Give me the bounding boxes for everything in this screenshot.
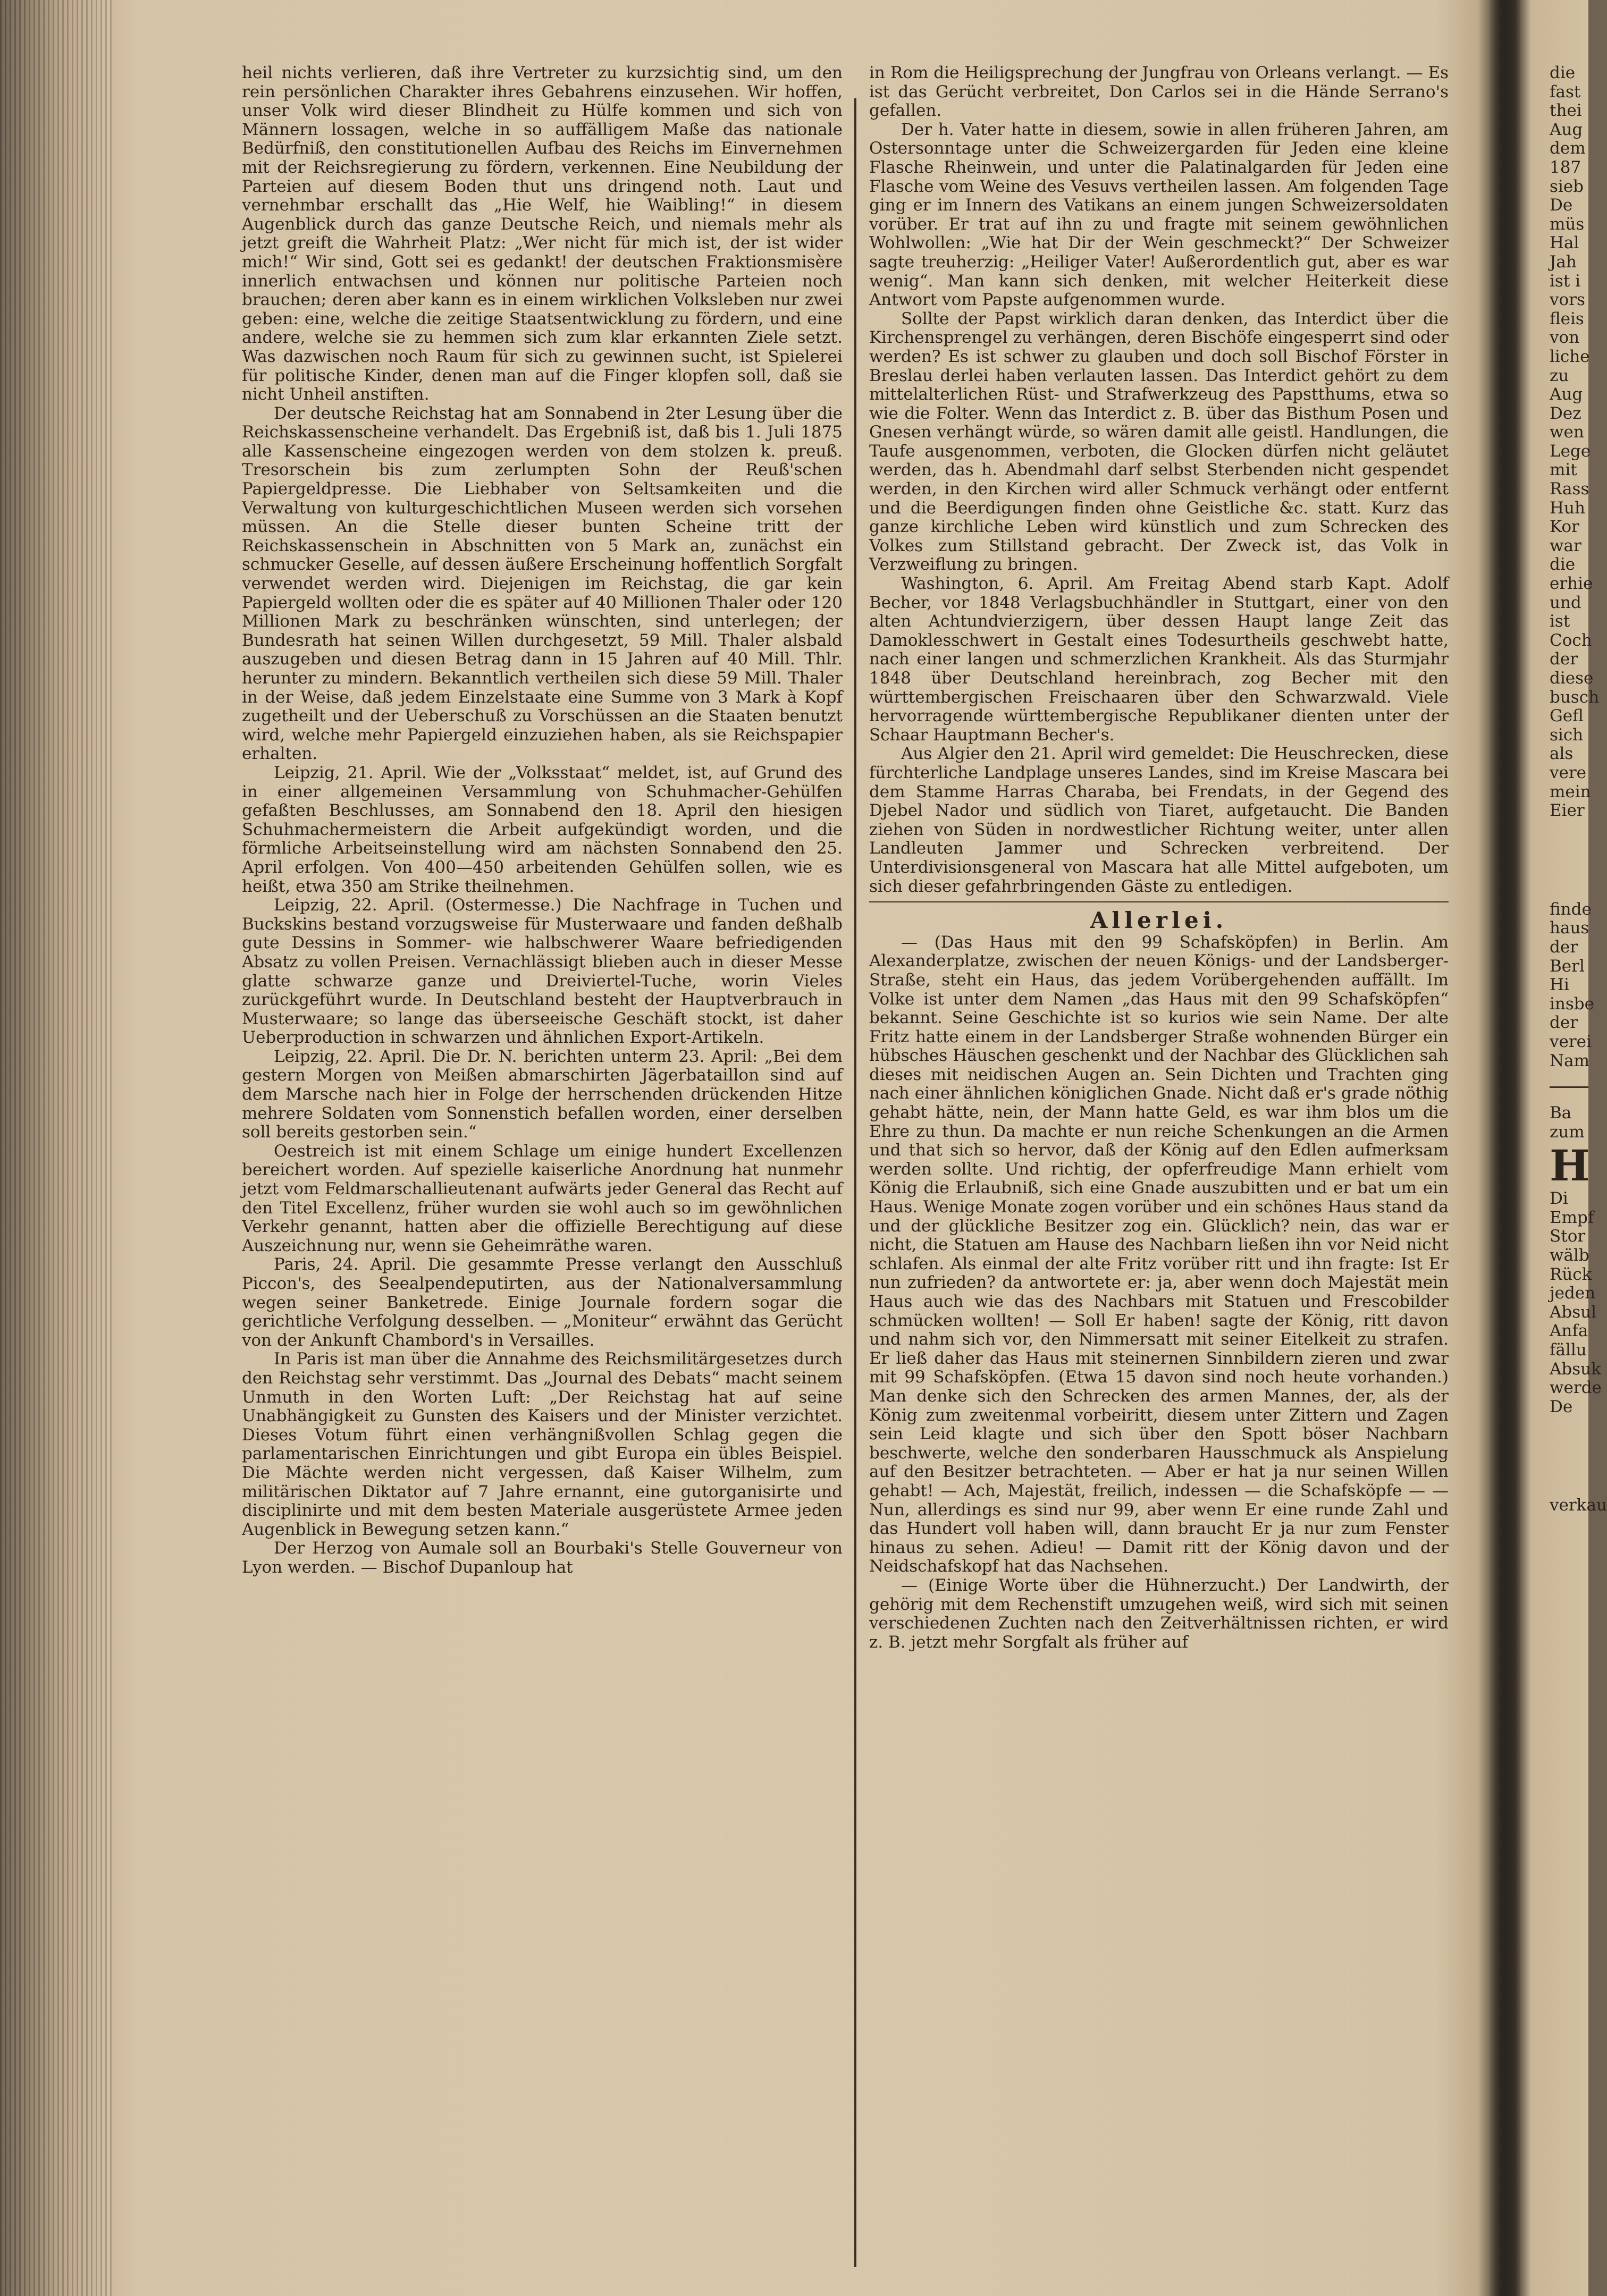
article-paragraph: Der deutsche Reichstag hat am Sonnabend in 2ter Lesung über die Reichskassenscheine verhandelt. Das Ergebniß ist, daß bis 1. Juli 1875 alle Kassenscheine eingezogen werden von dem stolzen k. preuß. Tresorschein bis zum zerlumpten Sohn der Reuß'schen Papiergeldpresse. Die Liebhaber von Seltsamkeiten und die Verwaltung von kulturgeschichtlichen Museen werden sich vorsehen müssen. An die Stelle dieser bunten Scheine tritt der Reichskassenschein in Abschnitten von 5 Mark an, zunächst ein schmucker Geselle, auf dessen äußere Erscheinung hoffentlich Sorgfalt verwendet werden wird. Diejenigen im Reichstag, die gar kein Papiergeld wollten oder die es später auf 40 Millionen Thaler oder 120 Millionen Mark zu beschränken wünschten, sind unterlegen; der Bundesrath hat seinen Willen durchgesetzt, 59 Mill. Thaler alsbald auszugeben und diesen Betrag dann in 15 Jahren auf 40 Mill. Thlr. herunter zu mindern. Bekanntlich vertheilen sich diese 59 Mill. Thaler in der Weise, daß jedem Einzelstaate eine Summe von 3 Mark à Kopf zugetheilt und der Ueberschuß zu Vorschüssen an die Staaten benutzt wird, welche mehr Papiergeld einzuziehen haben, als sie Reichspapier erhalten. [242,403,843,764]
fragment-line: liche [1550,347,1590,366]
article-paragraph: In Paris ist man über die Annahme des Reichsmilitärgesetzes durch den Reichstag sehr verstimmt. Das „Journal des Debats“ macht seinem Unmuth in den Worten Luft: „Der Reichstag hat auf seine Unabhängigkeit zu Gunsten des Kaisers und der Minister verzichtet. Dieses Votum führt einen verhängnißvollen Schlag gegen die parlamentarischen Einrichtungen und gibt Europa ein übles Beispiel. Die Mächte werden nicht vergessen, daß Kaiser Wilhelm, zum militärischen Diktator auf 7 Jahre ernannt, eine gutorganisirte und disciplinirte und mit dem besten Materiale ausgerüstete Armee jeden Augenblick in Bewegung setzen kann.“ [242,1349,843,1539]
fragment-line: war [1550,536,1581,555]
fragment-line: dem [1550,139,1586,158]
book-gutter [1478,0,1520,2296]
fragment-line: zum [1550,1122,1585,1142]
article-paragraph: heil nichts verlieren, daß ihre Vertreter zu kurzsichtig sind, um den rein persönlichen Charakter ihres Gebahrens einzusehen. Wir hoffen, unser Volk wird dieser Blindheit zu Hülfe kommen und sich von Männern lossagen, welche in so auffälligem Maße das nationale Bedürfniß, den constitutionellen Aufbau des Reichs im Einvernehmen mit der Reichsregierung zu fördern, verkennen. Eine Neubildung der Parteien auf diesem Boden thut uns dringend noth. Laut und vernehmbar erschallt das „Hie Welf, hie Waibling!“ in diesem Augenblick durch das ganze Deutsche Reich, und niemals mehr als jetzt greift die Wahrheit Platz: „Wer nicht für mich ist, der ist wider mich!“ Wir sind, Gott sei es gedankt! der deutschen Fraktionsmisère innerlich entwachsen und können nur politische Parteien noch brauchen; deren aber kann es in einem wirklichen Volksleben nur zwei geben: eine, welche die zeitige Staatsentwicklung zu fördern, und eine andere, welche sie zu hemmen sich zum klar erkannten Ziele setzt. Was dazwischen noch Raum für sich zu gewinnen sucht, ist Spielerei für politische Kinder, denen man auf die Finger klopfen soll, daß sie nicht Unheil anstiften. [242,63,843,404]
fragment-line: Dez [1550,403,1581,423]
fragment-line: ist i [1550,271,1581,291]
fragment-line: Aug [1550,120,1583,139]
fragment-line: Nam [1550,1051,1590,1070]
article-paragraph: Leipzig, 22. April. (Ostermesse.) Die Nachfrage in Tuchen und Buckskins bestand vorzugsweise für Musterwaare und fanden deßhalb gute Dessins in Sommer- wie halbschwerer Waare befriedigenden Absatz zu vollen Preisen. Vernachlässigt blieben auch in dieser Messe glatte schwarze ganze und Dreiviertel-Tuche, worin Vieles zurückgeführt wurde. In Deutschland besteht der Hauptverbrauch in Musterwaare; so lange das überseeische Geschäft stockt, ist daher Ueberproduction in schwarzen und ähnlichen Export-Artikeln. [242,896,843,1048]
fragment-line: der [1550,649,1578,669]
fragment-line: vere [1550,763,1587,782]
fragment-line: wälb [1550,1246,1589,1265]
article-paragraph: in Rom die Heiligsprechung der Jungfrau von Orleans verlangt. — Es ist das Gerücht verbreitet, Don Carlos sei in die Hände Serrano's gefallen. [869,63,1449,121]
fragment-line: verei [1550,1032,1592,1051]
fragment-line: De [1550,196,1573,215]
fragment-group-lower [1550,1104,1588,1142]
fragment-line: sieb [1550,176,1584,196]
fragment-line: die [1550,555,1576,575]
section-rule [869,901,1449,902]
fragment-line: diese [1550,669,1594,688]
article-paragraph: Sollte der Papst wirklich daran denken, das Interdict über die Kirchensprengel zu verhängen, deren Bischöfe eingesperrt sind oder werden? Es ist schwer zu glauben und doch soll Bischof Förster in Breslau derlei haben verlauten lassen. Das Interdict gehört zu dem mittelalterlichen Rüst- und Strafwerkzeug des Papstthums, etwa so wie die Folter. Wenn das Interdict z. B. über das Bisthum Posen und Gnesen verhängt würde, so wären damit alle geistl. Handlungen, die Taufe ausgenommen, verboten, die Glocken dürfen nicht geläutet werden, das h. Abendmahl darf selbst Sterbenden nicht gespendet werden, in den Kirchen wird aller Schmuck verhängt oder entfernt und die Beerdigungen finden ohne Geistliche &c. statt. Kurz das ganze kirchliche Leben wird künstlich und zum Schrecken des Volkes zum Stillstand gebracht. Der Zweck ist, das Volk in Verzweiflung zu bringen. [869,309,1449,575]
fragment-line: 187 [1550,157,1581,177]
article-paragraph: Washington, 6. April. Am Freitag Abend starb Kapt. Adolf Becher, vor 1848 Verlagsbuchhändler in Stuttgart, einer von den alten Achtundvierzigern, über dessen Haupt lange Zeit das Damoklesschwert in Gestalt eines Todesurtheils geschwebt hatte, nach einer langen und schmerzlichen Krankheit. Als das Sturmjahr 1848 über Deutschland hereinbrach, zog Becher mit den württembergischen Freischaaren über den Schwarzwald. Viele hervorragende württembergische Republikaner dienten unter der Schaar Hauptmann Becher's. [869,574,1449,745]
article-paragraph: Leipzig, 21. April. Wie der „Volksstaat“ meldet, ist, auf Grund des in einer allgemeinen Versammlung von Schuhmacher-Gehülfen gefaßten Beschlusses, am Sonnabend den 18. April den hiesigen Schuhmachermeistern die Arbeit aufgekündigt worden, und die förmliche Arbeitseinstellung wird am nächsten Sonnabend den 25. April erfolgen. Von 400—450 arbeitenden Gehülfen sollen, wie es heißt, etwa 350 am Strike theilnehmen. [242,763,843,896]
fragment-line: und [1550,593,1581,612]
fragment-line: jeden [1550,1284,1596,1303]
fragment-line: der [1550,937,1578,957]
fragment-line: die [1550,63,1576,82]
fragment-line: müs [1550,214,1585,234]
fragment-line: thei [1550,101,1582,121]
column-rule [854,98,856,2267]
fragment-line: Hi [1550,975,1569,995]
fragment-line: sich [1550,725,1584,745]
fragment-line: wen [1550,423,1584,442]
fragment-line: vors [1550,290,1585,310]
right-page-fragment [1550,63,1607,2275]
fragment-group-bottom [1550,1189,1602,1416]
fragment-line: werde [1550,1378,1602,1398]
fragment-line: Eier [1550,801,1585,821]
fragment-line: Di [1550,1189,1568,1209]
fragment-line: Ba [1550,1103,1572,1123]
article-paragraph: — (Einige Worte über die Hühnerzucht.) Der Landwirth, der gehörig mit dem Rechenstift umzugehen weiß, wird sich mit seinen verschiedenen Zuchten nach den Zeitverhältnissen richten, er wird z. B. jetzt mehr Sorgfalt als früher auf [869,1575,1449,1652]
fragment-line: der [1550,1013,1578,1033]
fragment-heading-letter: H [1550,1141,1590,1191]
fragment-group-middle [1550,899,1594,1070]
left-column [242,64,843,2275]
fragment-line: Stor [1550,1227,1586,1246]
fragment-line: fast [1550,82,1581,102]
fragment-line: mit [1550,460,1577,480]
fragment-line: Huh [1550,498,1585,518]
section-heading: Allerlei. [1090,907,1228,934]
fragment-line: finde [1550,899,1592,919]
fragment-line: Absul [1550,1302,1597,1322]
fragment-line: erhie [1550,574,1593,594]
fragment-line: busch [1550,687,1600,707]
page-stack-edge [0,0,112,2296]
fragment-line: De [1550,1397,1573,1416]
fragment-line: Coch [1550,630,1592,650]
fragment-line: Absuk [1550,1359,1601,1379]
fragment-line: mein [1550,782,1591,801]
fragment-line: verkau [1550,1496,1607,1515]
article-paragraph: Leipzig, 22. April. Die Dr. N. berichten unterm 23. April: „Bei dem gestern Morgen von Meißen abmarschirten Jägerbataillon sind auf dem Marsche nach hier in Folge der herrschenden drückenden Hitze mehrere Soldaten vom Sonnenstich befallen worden, einer derselben soll bereits gestorben sein.“ [242,1046,843,1142]
fragment-line: haus [1550,918,1589,938]
fragment-line: insbe [1550,994,1594,1014]
middle-column [869,64,1449,2275]
fragment-line: von [1550,328,1580,348]
fragment-line: Jah [1550,252,1577,272]
fragment-line: Hal [1550,233,1579,253]
article-paragraph: — (Das Haus mit den 99 Schafsköpfen) in Berlin. Am Alexanderplatze, zwischen der neuen Königs- und der Landsberger-Straße, steht ein Haus, das jedem Vorübergehenden auffällt. Im Volke ist unter dem Namen „das Haus mit den 99 Schafsköpfen“ bekannt. Seine Geschichte ist so kurios wie sein Name. Der alte Fritz hatte einem in der Landsberger Straße wohnenden Bürger ein hübsches Häuschen geschenkt und der Nachbar des Glücklichen sah dieses mit neidischen Augen an. Sein Dichten und Trachten ging nach einer ähnlichen königlichen Gnade. Nicht daß er's grade nöthig gehabt hätte, nein, der Mann hatte Geld, es war ihm blos um die Ehre zu thun. Da machte er nun reiche Schenkungen an die Armen und that sich so hervor, daß der König auf den Edlen aufmerksam werden sollte. Und richtig, der opferfreudige Mann erhielt vom König die Erlaubniß, sich eine Gnade auszubitten und er bat um ein Haus. Wenige Monate zogen vorüber und ein schönes Haus stand da und der glückliche Besitzer zog ein. Glücklich? nein, das war er nicht, die Statuen am Hause des Nachbarn ließen ihn vor Neid nicht schlafen. Als einmal der alte Fritz vorüber ritt und ihn fragte: Ist Er nun zufrieden? da antwortete er: ja, aber wenn doch Majestät mein Haus auch wie das des Nachbars mit Statuen und Frescobilder schmücken wollten! — Soll Er haben! sagte der König, ritt davon und nahm sich vor, den Nimmersatt mit seiner Eitelkeit zu strafen. Er ließ daher das Haus mit steinernen Sinnbildern zieren und zwar mit 99 Schafsköpfen. (Etwa 15 davon sind noch heute vorhanden.) Man denke sich den Schrecken des armen Mannes, der, als der König zum zweitenmal vorbeiritt, diesem unter Zittern und Zagen sein Leid klagte und sich über den Spott böser Nachbarn beschwerte, welche den sonderbaren Hausschmuck als Anspielung auf den Besitzer betrachteten. — Aber er hat ja nur seinen Willen gehabt! — Ach, Majestät, freilich, indessen — die Schafsköpfe — — Nun, allerdings es sind nur 99, aber wenn Er eine runde Zahl und das Hundert voll haben will, dann braucht Er ja nur zum Fenster hinaus zu sehen. Adieu! — Damit ritt der König davon und der Neidschafskopf hat das Nachsehen. [869,932,1449,1576]
fragment-line: Empf [1550,1208,1594,1227]
fragment-line: als [1550,744,1574,764]
fragment-line: zu [1550,366,1569,385]
fragment-line: Aug [1550,385,1583,404]
fragment-line: fleis [1550,309,1584,328]
article-paragraph: Oestreich ist mit einem Schlage um einige hundert Excellenzen bereichert worden. Auf spezielle kaiserliche Anordnung hat nunmehr jetzt vom Feldmarschallieutenant aufwärts jeder General das Recht auf den Titel Excellenz, früher wurden sie wohl auch so im gewöhnlichen Verkehr genannt, hatten aber die offizielle Berechtigung auf diese Auszeichnung nur, wenn sie Geheimräthe waren. [242,1141,843,1255]
fragment-line: fällu [1550,1340,1587,1360]
fragment-line: Rück [1550,1264,1592,1284]
article-paragraph: Paris, 24. April. Die gesammte Presse verlangt den Ausschluß Piccon's, des Seealpendeputirten, aus der Nationalversammlung wegen seiner Banketrede. Einige Journale fordern sogar die gerichtliche Verfolgung desselben. — „Moniteur“ erwähnt das Gerücht von der Ankunft Chambord's in Versailles. [242,1255,843,1350]
article-paragraph: Aus Algier den 21. April wird gemeldet: Die Heuschrecken, diese fürchterliche Landplage unseres Landes, sind im Kreise Mascara bei dem Stamme Harras Charaba, bei Frendats, in der Gegend des Djebel Nador und südlich von Tiaret, aufgetaucht. Die Banden ziehen von Süden in nordwestlicher Richtung weiter, unter allen Landleuten Jammer und Schrecken verbreitend. Der Unterdivisionsgeneral von Mascara hat alle Mittel aufgeboten, um sich dieser gefahrbringenden Gäste zu entledigen. [869,744,1449,896]
fragment-line: Anfa [1550,1321,1588,1341]
article-paragraph: Der h. Vater hatte in diesem, sowie in allen früheren Jahren, am Ostersonntage unter die Schweizergarden für Jeden eine kleine Flasche Rheinwein, und unter die Palatinalgarden für Jeden eine Flasche vom Weine des Vesuvs vertheilen lassen. Am folgenden Tage ging er im Innern des Vatikans an einem jungen Schweizersoldaten vorüber. Er trat auf ihn zu und fragte mit seinem gewöhnlichen Wohlwollen: „Wie hat Dir der Wein geschmeckt?“ Der Schweizer sagte treuherzig: „Heiliger Vater! Außerordentlich gut, aber es war wenig“. Man kann sich denken, mit welcher Heiterkeit diese Antwort vom Papste aufgenommen wurde. [869,120,1449,310]
fragment-line: Gefl [1550,706,1584,726]
fragment-line: ist [1550,612,1570,631]
fragment-group-top [1550,63,1600,821]
fragment-line: Kor [1550,517,1579,537]
section-rule [1550,1086,1588,1088]
fragment-line: Lege [1550,441,1591,461]
fragment-line: Rass [1550,479,1589,499]
article-paragraph: Der Herzog von Aumale soll an Bourbaki's Stelle Gouverneur von Lyon werden. — Bischof Dupanloup hat [242,1539,843,1577]
fragment-line: Berl [1550,956,1585,976]
